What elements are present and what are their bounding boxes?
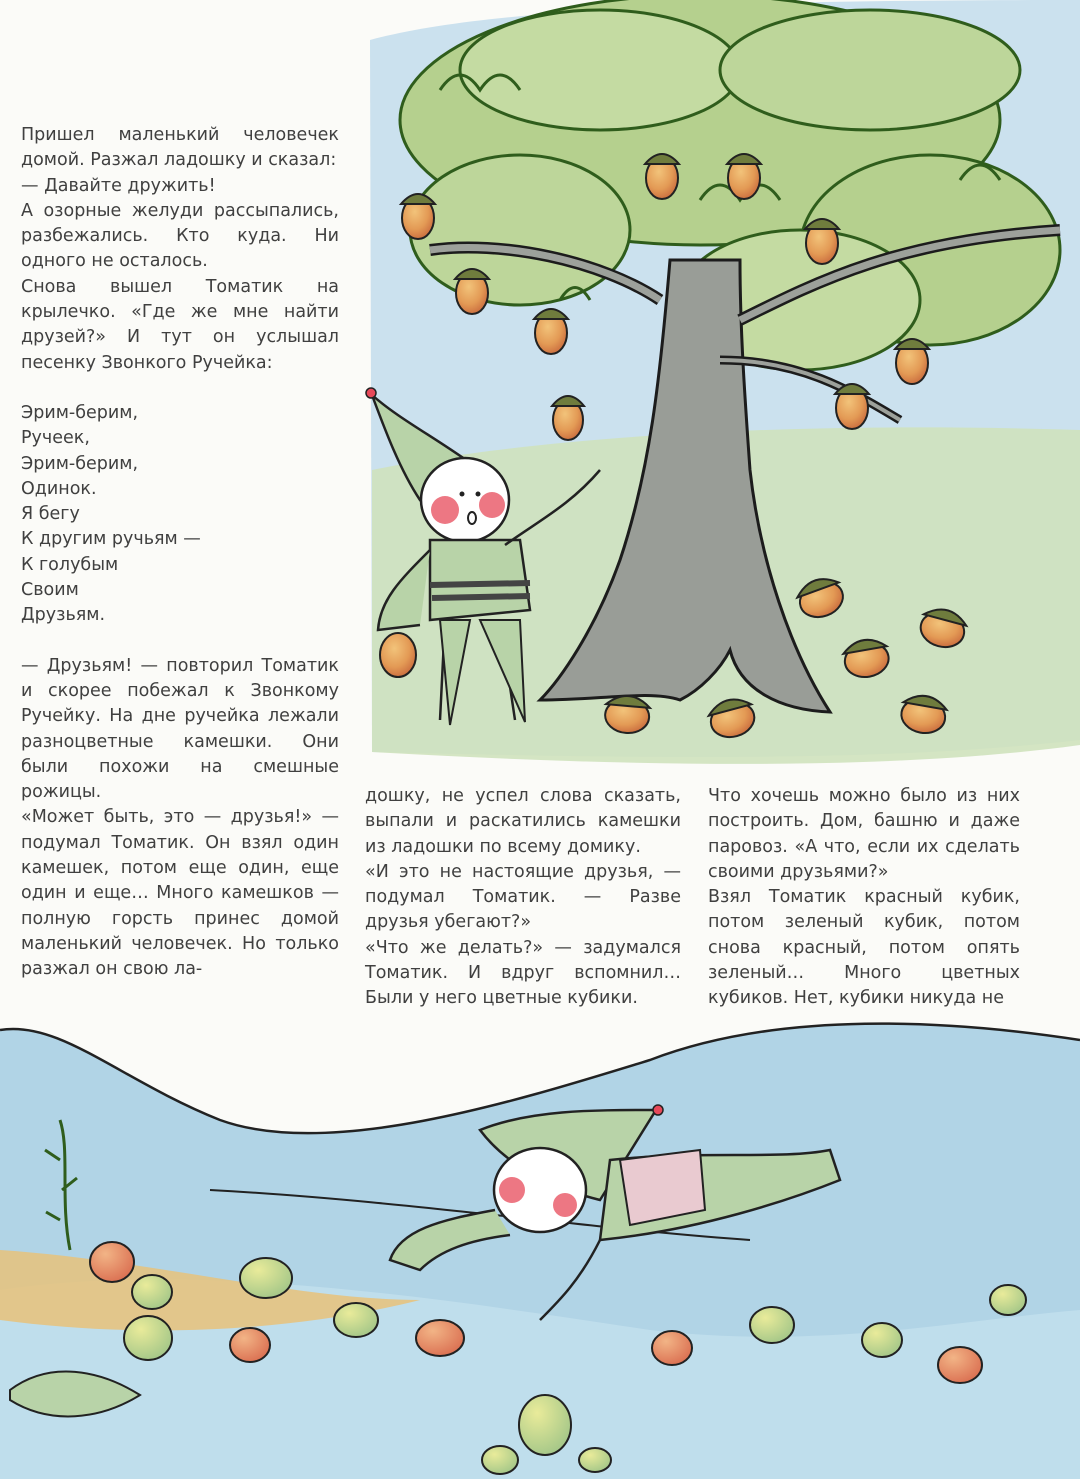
paragraph: — Давайте дружить! [21, 175, 216, 196]
poem-line: Эрим-берим, [21, 453, 139, 474]
stream-scene [0, 1024, 1080, 1479]
paragraph: «И это не настоящие друзья, — подумал Томатик. — Разве друзья убегают?» [365, 861, 681, 933]
tree-scene [366, 0, 1080, 764]
text-column-left [21, 123, 339, 983]
poem-line: К голубым [21, 554, 119, 575]
song-poem [21, 401, 339, 629]
poem-line: Эрим-берим, [21, 402, 139, 423]
text-column-right [708, 784, 1020, 1012]
paragraph: дошку, не успел слова сказать, выпали и раскатились камешки из ладошки по всему домику. [365, 786, 681, 857]
paragraph: А озорные желуди рассыпались, разбежались. Кто куда. Ни одного не осталось. [21, 200, 339, 272]
text-column-middle [365, 784, 681, 1012]
poem-line: Ручеек, [21, 428, 90, 449]
poem-line: Своим [21, 580, 79, 601]
paragraph: Снова вышел Томатик на крылечко. «Где же мне найти друзей?» И тут он услышал песенку Звонкого Ручейка: [21, 276, 339, 373]
paragraph: «Что же делать?» — задумался Томатик. И вдруг вспомнил… Были у него цветные кубики. [365, 937, 681, 1009]
paragraph: — Друзьям! — повторил Томатик и скорее побежал к Звонкому Ручейку. На дне ручейка лежали разноцветные камешки. Они были похожи на смешные рожицы. [21, 655, 339, 803]
poem-line: К другим ручьям — [21, 529, 201, 550]
paragraph: Что хочешь можно было из них построить. Дом, башню и даже паровоз. «А что, если их сделать своими друзьями?» [708, 786, 1020, 882]
paragraph: Взял Томатик красный кубик, потом зеленый кубик, потом снова красный, потом опять зеленый… Много цветных кубиков. Нет, кубики никуда не [708, 887, 1020, 1009]
poem-line: Друзьям. [21, 605, 106, 626]
paragraph: Пришел маленький человечек домой. Разжал ладошку и сказал: [21, 125, 339, 171]
paragraph: «Может быть, это — друзья!» — подумал Томатик. Он взял один камешек, потом еще один, еще один и еще… Много камешков — полную горсть принес домой маленький человечек. Но только разжал он свою ла- [21, 807, 339, 980]
poem-line: Я бегу [21, 504, 80, 525]
poem-line: Одинок. [21, 478, 97, 499]
